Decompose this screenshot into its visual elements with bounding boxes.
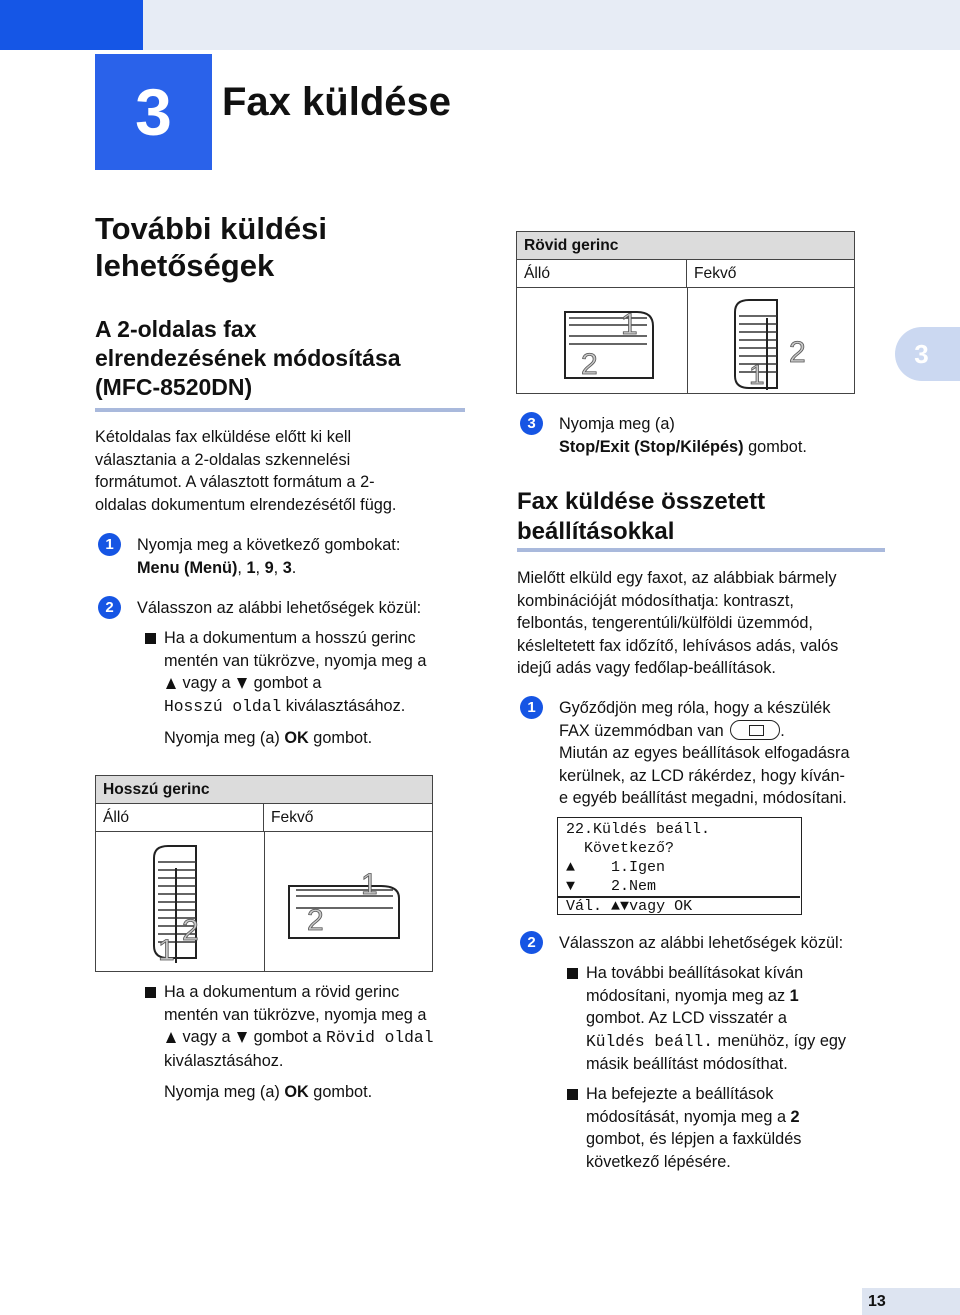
fax-mode-icon (730, 720, 780, 740)
chapter-number: 3 (95, 54, 212, 170)
table-col-landscape: Fekvő (264, 804, 432, 832)
bullet-square (567, 1089, 578, 1100)
table-header: Hosszú gerinc (96, 776, 432, 804)
intro-paragraph: Kétoldalas fax elküldése előtt ki kell választania a 2-oldalas szkennelési formátumot. A választott formátum a 2- oldalas dokumentum elrendezésétől függ. (95, 428, 397, 514)
step-3-text: Nyomja meg (a) Stop/Exit (Stop/Kilépés) gombot. (559, 415, 807, 456)
header-light-bar (143, 0, 960, 50)
step-1-text: Győződjön meg róla, hogy a készülék FAX üzemmódban van . Miután az egyes beállítások elfogadásra kerülnek, az LCD rákérdez, hogy kíván- e egyéb beállítást megadni, módosítani. (559, 699, 850, 808)
page-label-2: 2 (581, 348, 598, 381)
chapter-title: Fax küldése (222, 80, 452, 124)
step-2-text: Válasszon az alábbi lehetőségek közül: (137, 599, 422, 617)
long-edge-portrait-diagram (146, 838, 236, 966)
table-header: Rövid gerinc (517, 232, 854, 260)
page-label-1: 1 (621, 308, 638, 341)
page-number: 13 (862, 1288, 960, 1315)
table-col-landscape: Fekvő (687, 260, 854, 288)
bullet-more-settings: Ha további beállításokat kíván módosítani, nyomja meg az 1 gombot. Az LCD visszatér a Küldés beáll. menühöz, így egy másik beállítást módosíthat. (586, 964, 847, 1074)
short-edge-landscape-diagram (727, 294, 827, 392)
lcd-line-4: ▼ 2.Nem (566, 878, 657, 895)
table-col-portrait: Álló (96, 804, 264, 832)
page-label-2: 2 (789, 336, 806, 369)
step-3-icon: 3 (520, 412, 543, 435)
lcd-line-1: 22.Küldés beáll. (566, 821, 711, 838)
table-col-portrait: Álló (517, 260, 687, 288)
page-label-1: 1 (749, 359, 765, 390)
step-2-icon: 2 (98, 596, 121, 619)
section-rule (517, 548, 885, 552)
long-edge-landscape-diagram (281, 868, 421, 948)
lcd-line-3: ▲ 1.Igen (566, 859, 666, 876)
page-label-1: 1 (158, 934, 175, 966)
short-edge-portrait-diagram (557, 298, 687, 388)
bullet-finished: Ha befejezte a beállítások módosítását, nyomja meg a 2 gombot, és lépjen a faxküldés következő lépésére. (586, 1085, 802, 1171)
bullet-square (145, 633, 156, 644)
section-rule (95, 408, 465, 412)
bullet-short-edge: Ha a dokumentum a rövid gerinc mentén van tükrözve, nyomja meg a vagy a gombot a Rövid oldal kiválasztásához. Nyomja meg (a) OK gombot. (164, 983, 434, 1102)
bullet-square (145, 987, 156, 998)
lcd-line-5: Vál. ▲▼vagy OK (566, 898, 693, 915)
section-title-advanced: Fax küldése összetett beállításokkal (517, 488, 766, 545)
side-tab: 3 (895, 327, 960, 381)
page-label-2: 2 (182, 914, 199, 947)
page-label-1: 1 (361, 868, 378, 901)
step-2-text: Válasszon az alábbi lehetőségek közül: (559, 934, 844, 952)
lcd-line-2: Következő? (566, 840, 675, 857)
arrow-down-icon (237, 1032, 247, 1043)
intro-paragraph-advanced: Mielőtt elküld egy faxot, az alábbiak bármely kombinációját módosíthatja: kontraszt, felbontás, tengerentúli/külföldi üzemmód, késleltetett fax időzítő, lehívásos adás, valós idejű adás vagy fedőlap-beállítások. (517, 569, 839, 678)
page-label-2: 2 (307, 904, 324, 937)
header-blue-bar (0, 0, 143, 50)
short-edge-table (516, 231, 855, 394)
step-2-icon: 2 (520, 931, 543, 954)
subsection-title: A 2-oldalas fax elrendezésének módosítása (MFC-8520DN) (95, 316, 401, 400)
arrow-up-icon (166, 1032, 176, 1043)
step-1-icon: 1 (98, 533, 121, 556)
bullet-square (567, 968, 578, 979)
arrow-up-icon (166, 678, 176, 689)
section-title: További küldési lehetőségek (95, 211, 327, 283)
lcd-display (557, 817, 802, 915)
step-1-icon: 1 (520, 696, 543, 719)
bullet-long-edge: Ha a dokumentum a hosszú gerinc mentén van tükrözve, nyomja meg a vagy a gombot a Hosszú oldal kiválasztásához. Nyomja meg (a) OK gombot. (164, 629, 427, 748)
step-1-text: Nyomja meg a következő gombokat: Menu (Menü), 1, 9, 3. (137, 536, 401, 577)
arrow-down-icon (237, 678, 247, 689)
long-edge-table (95, 775, 433, 972)
